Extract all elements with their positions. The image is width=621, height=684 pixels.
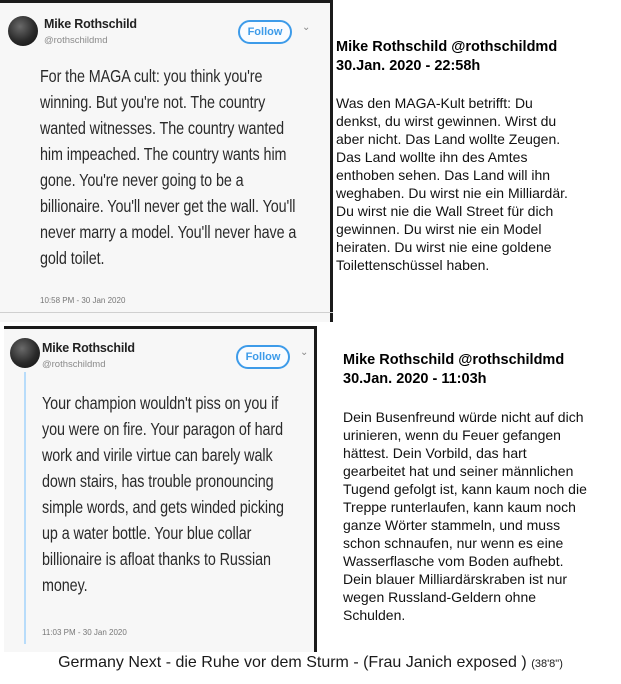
translation-line: Das Land wollte ihn des Amtes bbox=[336, 149, 528, 165]
tweet-card-right-border bbox=[314, 326, 317, 652]
tweet-text-line: you were on fire. Your paragon of hard bbox=[42, 419, 284, 439]
translation-line: Treppe runterlaufen, kann kaum noch bbox=[343, 499, 576, 515]
tweet-text-line: money. bbox=[42, 575, 88, 595]
source-caption bbox=[0, 654, 621, 672]
user-handle[interactable]: @rothschildmd bbox=[42, 359, 106, 370]
translation-line: Tugend gefolgt ist, kann kaum noch die bbox=[343, 481, 587, 497]
caption-duration: (38'8") bbox=[531, 658, 563, 670]
translation-line: wegen Russland-Geldern ohne bbox=[343, 589, 537, 605]
translation-heading-1 bbox=[336, 38, 557, 76]
translation-line: Was den MAGA-Kult betrifft: Du bbox=[336, 95, 533, 111]
translation-author: Mike Rothschild @rothschildmd bbox=[336, 39, 558, 55]
translation-line: Dein Busenfreund würde nicht auf dich bbox=[343, 409, 584, 425]
translation-date: 30.Jan. 2020 - 22:58h bbox=[336, 58, 481, 74]
translation-line: gearbeitet hat und seiner männlichen bbox=[343, 463, 574, 479]
chevron-down-icon[interactable]: ⌄ bbox=[302, 22, 311, 33]
tweet-text-line: For the MAGA cult: you think you're bbox=[40, 66, 263, 86]
caption-text[interactable]: Germany Next - die Ruhe vor dem Sturm - (Frau Janich exposed ) bbox=[58, 654, 527, 671]
tweet-text-line: Your champion wouldn't piss on you if bbox=[42, 393, 279, 413]
tweet-text-line: work and virile virtue can barely walk bbox=[42, 445, 273, 465]
tweet-text-line: simple words, and gets winded picking bbox=[42, 497, 284, 517]
translation-line: heiraten. Du wirst nie eine goldene bbox=[336, 239, 552, 255]
translation-line: Du wirst nie die Wall Street für dich bbox=[336, 203, 554, 219]
tweet-text-line: winning. But you're not. The country bbox=[40, 92, 266, 112]
translation-line: ganze Wörter stammeln, und muss bbox=[343, 517, 561, 533]
translation-heading-2 bbox=[343, 351, 564, 389]
tweet-text-line: never marry a model. You'll never have a bbox=[40, 222, 297, 242]
translation-text-1 bbox=[336, 94, 568, 274]
user-name[interactable]: Mike Rothschild bbox=[44, 17, 137, 31]
tweet-text-line: gone. You're never going to be a bbox=[40, 170, 244, 190]
tweet-timestamp[interactable]: 10:58 PM - 30 Jan 2020 bbox=[40, 296, 126, 305]
tweet-text-line: down stairs, has trouble pronouncing bbox=[42, 471, 274, 491]
tweet-text-line: up a water bottle. Your blue collar bbox=[42, 523, 252, 543]
tweet-card-top-border bbox=[4, 326, 317, 329]
translation-line: Wasserflasche vom Boden aufhebt. bbox=[343, 553, 564, 569]
avatar[interactable] bbox=[10, 338, 40, 368]
tweet-card-1 bbox=[0, 0, 333, 322]
tweet-text-line: him impeached. The country wants him bbox=[40, 144, 287, 164]
tweet-text-line: gold toilet. bbox=[40, 248, 105, 268]
translation-line: gewinnen. Du wirst nie ein Model bbox=[336, 221, 542, 237]
translation-line: hättest. Dein Vorbild, das hart bbox=[343, 445, 527, 461]
translation-line: denkst, du wirst gewinnen. Wirst du bbox=[336, 113, 557, 129]
thread-line bbox=[24, 372, 26, 644]
tweet-card-right-border bbox=[330, 0, 333, 322]
follow-button[interactable]: Follow bbox=[236, 345, 290, 369]
tweet-text-line: billionaire is afloat thanks to Russian bbox=[42, 549, 271, 569]
translation-line: Dein blauer Milliardärskraben ist nur bbox=[343, 571, 568, 587]
translation-text-2 bbox=[343, 408, 587, 624]
user-handle[interactable]: @rothschildmd bbox=[44, 35, 108, 46]
tweet-card-top-border bbox=[0, 0, 333, 3]
translation-line: Schulden. bbox=[343, 607, 406, 623]
tweet-card-2 bbox=[4, 326, 317, 652]
translation-line: schon schnaufen, nur wenn es eine bbox=[343, 535, 564, 551]
follow-button[interactable]: Follow bbox=[238, 20, 292, 44]
translation-line: enthoben sehen. Das Land will ihn bbox=[336, 167, 551, 183]
chevron-down-icon[interactable]: ⌄ bbox=[300, 347, 309, 358]
user-name[interactable]: Mike Rothschild bbox=[42, 341, 135, 355]
translation-line: aber nicht. Das Land wollte Zeugen. bbox=[336, 131, 561, 147]
tweet-text bbox=[42, 390, 284, 598]
translation-line: weghaben. Du wirst nie ein Milliardär. bbox=[336, 185, 568, 201]
tweet-divider bbox=[0, 312, 333, 313]
translation-line: urinieren, wenn du Feuer gefangen bbox=[343, 427, 561, 443]
tweet-timestamp[interactable]: 11:03 PM - 30 Jan 2020 bbox=[42, 628, 127, 637]
tweet-text-line: billionaire. You'll never get the wall. You'll bbox=[40, 196, 296, 216]
translation-author: Mike Rothschild @rothschildmd bbox=[343, 352, 565, 368]
translation-line: Toilettenschüssel haben. bbox=[336, 257, 490, 273]
avatar[interactable] bbox=[8, 16, 38, 46]
translation-date: 30.Jan. 2020 - 11:03h bbox=[343, 371, 487, 387]
tweet-text-line: wanted witnesses. The country wanted bbox=[40, 118, 285, 138]
tweet-text bbox=[40, 63, 296, 271]
